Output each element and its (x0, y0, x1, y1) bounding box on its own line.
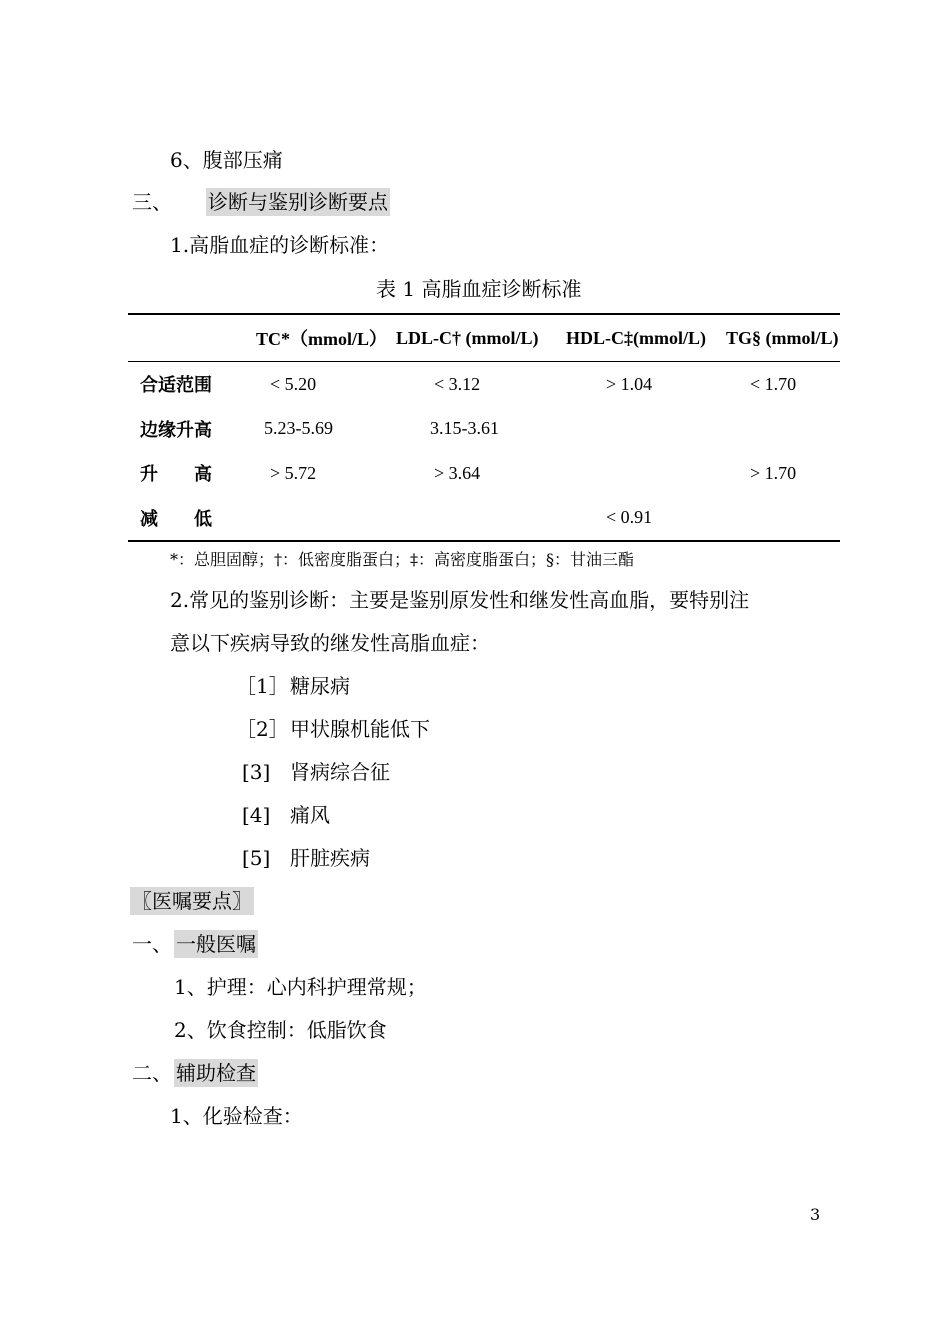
table-header-tc: TC*（mmol/L） (256, 329, 388, 349)
disease-index: [3] (242, 760, 271, 784)
cell-tc: > 5.72 (270, 462, 317, 483)
disease-index: [5] (242, 846, 271, 870)
cell-tc: < 5.20 (270, 373, 317, 394)
disease-name: 甲状腺机能低下 (290, 717, 430, 741)
cell-hdl: > 1.04 (606, 373, 653, 394)
table-row (128, 407, 840, 452)
row-label: 边缘升高 (140, 419, 212, 441)
lab-tests-item: 1、化验检查： (170, 1104, 303, 1128)
table-header-row (128, 314, 840, 362)
table-row (128, 362, 840, 407)
cell-ldl: > 3.64 (434, 462, 481, 483)
auxiliary-exams-title: 辅助检查 (176, 1061, 256, 1085)
differential-diagnosis-line-1: 2.常见的鉴别诊断：主要是鉴别原发性和继发性高血脂，要特别注 (170, 588, 750, 612)
table-caption: 表 1 高脂血症诊断标准 (376, 277, 582, 301)
disease-name: 糖尿病 (290, 674, 350, 698)
general-orders-number: 一、 (132, 932, 172, 956)
row-label: 减 低 (140, 508, 212, 530)
table-row (128, 451, 840, 496)
cell-hdl (566, 407, 726, 452)
table-row (128, 496, 840, 542)
disease-name: 痛风 (290, 803, 330, 827)
row-label: 合适范围 (140, 375, 212, 397)
auxiliary-exams-number: 二、 (132, 1061, 172, 1085)
cell-hdl (566, 451, 726, 496)
table-header-tg: TG§ (mmol/L) (726, 327, 839, 348)
lipid-criteria-table (128, 313, 840, 542)
cell-tg: < 1.70 (750, 373, 797, 394)
medical-advice-heading: 〖医嘱要点〗 (132, 889, 252, 913)
cell-ldl: 3.15-3.61 (430, 418, 499, 439)
diet-order: 2、饮食控制：低脂饮食 (174, 1018, 387, 1042)
cell-tg (726, 407, 840, 452)
disease-name: 肾病综合征 (290, 760, 390, 784)
cell-hdl: < 0.91 (606, 507, 653, 528)
cell-tc: 5.23-5.69 (264, 418, 333, 439)
disease-index: ［2］ (236, 717, 289, 741)
section-3-title: 诊断与鉴别诊断要点 (208, 190, 388, 214)
cell-tg: > 1.70 (750, 462, 797, 483)
disease-index: ［1］ (236, 674, 289, 698)
cell-tc (256, 496, 396, 542)
table-header-empty (128, 314, 256, 362)
disease-name: 肝脏疾病 (290, 846, 370, 870)
table-header-hdl: HDL-C‡(mmol/L) (566, 327, 706, 348)
row-label: 升 高 (140, 464, 212, 486)
table-footnote: *：总胆固醇；†：低密度脂蛋白；‡：高密度脂蛋白；§：甘油三酯 (170, 550, 635, 569)
cell-tg (726, 496, 840, 542)
general-orders-title: 一般医嘱 (176, 932, 256, 956)
tenderness-item: 6、腹部压痛 (170, 148, 283, 172)
differential-diagnosis-line-2: 意以下疾病导致的继发性高脂血症： (170, 631, 490, 655)
section-3-number: 三、 (132, 190, 172, 214)
cell-ldl: < 3.12 (434, 373, 481, 394)
disease-index: [4] (242, 803, 271, 827)
diagnosis-criteria-heading: 1.高脂血症的诊断标准： (170, 233, 390, 257)
table-header-ldl: LDL-C† (mmol/L) (396, 327, 539, 348)
cell-ldl (396, 496, 566, 542)
page-number: 3 (810, 1205, 821, 1224)
nursing-order: 1、护理：心内科护理常规； (174, 975, 427, 999)
